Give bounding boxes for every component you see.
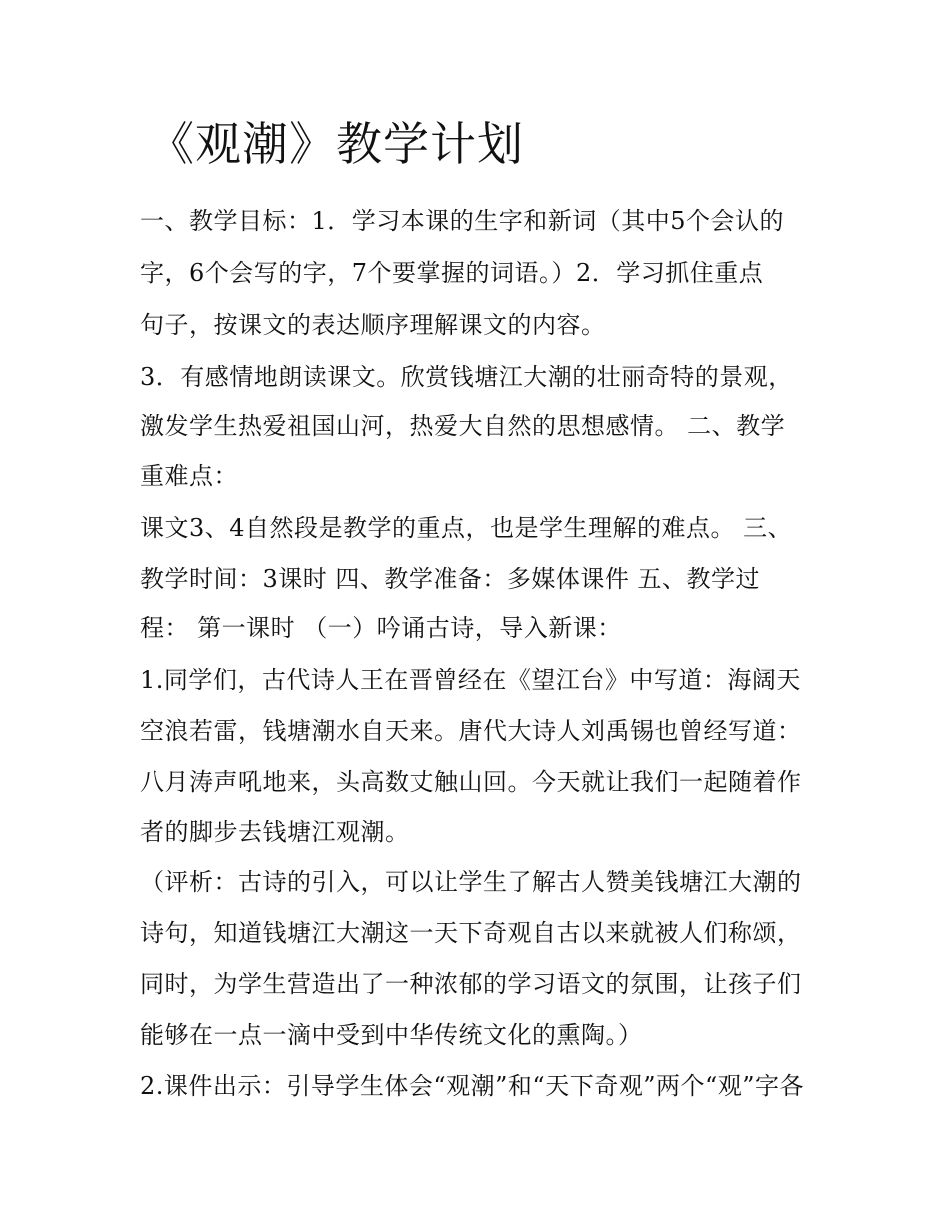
text-line: 八月涛声吼地来，头高数丈触山回。今天就让我们一起随着作 bbox=[140, 768, 802, 796]
text-line: 激发学生热爱祖国山河，热爱大自然的思想感情。 二、教学 bbox=[140, 412, 786, 440]
text-line: 程： 第一课时 （一）吟诵古诗，导入新课： bbox=[140, 614, 622, 642]
text-line: 一、教学目标：1．学习本课的生字和新词（其中5个会认的 bbox=[140, 207, 785, 235]
text-line: 2.课件出示：引导学生体会“观潮”和“天下奇观”两个“观”字各 bbox=[140, 1072, 805, 1100]
text-line: 同时，为学生营造出了一种浓郁的学习语文的氛围，让孩子们 bbox=[140, 970, 802, 998]
text-line: 字，6个会写的字，7个要掌握的词语。）2．学习抓住重点 bbox=[140, 259, 764, 287]
text-line: 能够在一点一滴中受到中华传统文化的熏陶。） bbox=[140, 1021, 643, 1049]
text-line: 句子，按课文的表达顺序理解课文的内容。 bbox=[140, 311, 606, 339]
text-line: 3．有感情地朗读课文。欣赏钱塘江大潮的壮丽奇特的景观， bbox=[140, 363, 793, 391]
text-line: 空浪若雷，钱塘潮水自天来。唐代大诗人刘禹锡也曾经写道： bbox=[140, 717, 802, 745]
text-line: 诗句，知道钱塘江大潮这一天下奇观自古以来就被人们称颂， bbox=[140, 919, 802, 947]
text-line: 者的脚步去钱塘江观潮。 bbox=[140, 818, 410, 846]
text-line: 教学时间：3课时 四、教学准备：多媒体课件 五、教学过 bbox=[140, 565, 761, 593]
document-title: 《观潮》教学计划 bbox=[148, 117, 524, 171]
text-line: （评析：古诗的引入，可以让学生了解古人赞美钱塘江大潮的 bbox=[140, 868, 802, 896]
text-line: 课文3、4自然段是教学的重点，也是学生理解的难点。 三、 bbox=[140, 514, 793, 542]
text-line: 1.同学们，古代诗人王在晋曾经在《望江台》中写道：海阔天 bbox=[140, 666, 801, 694]
text-line: 重难点： bbox=[140, 462, 238, 490]
